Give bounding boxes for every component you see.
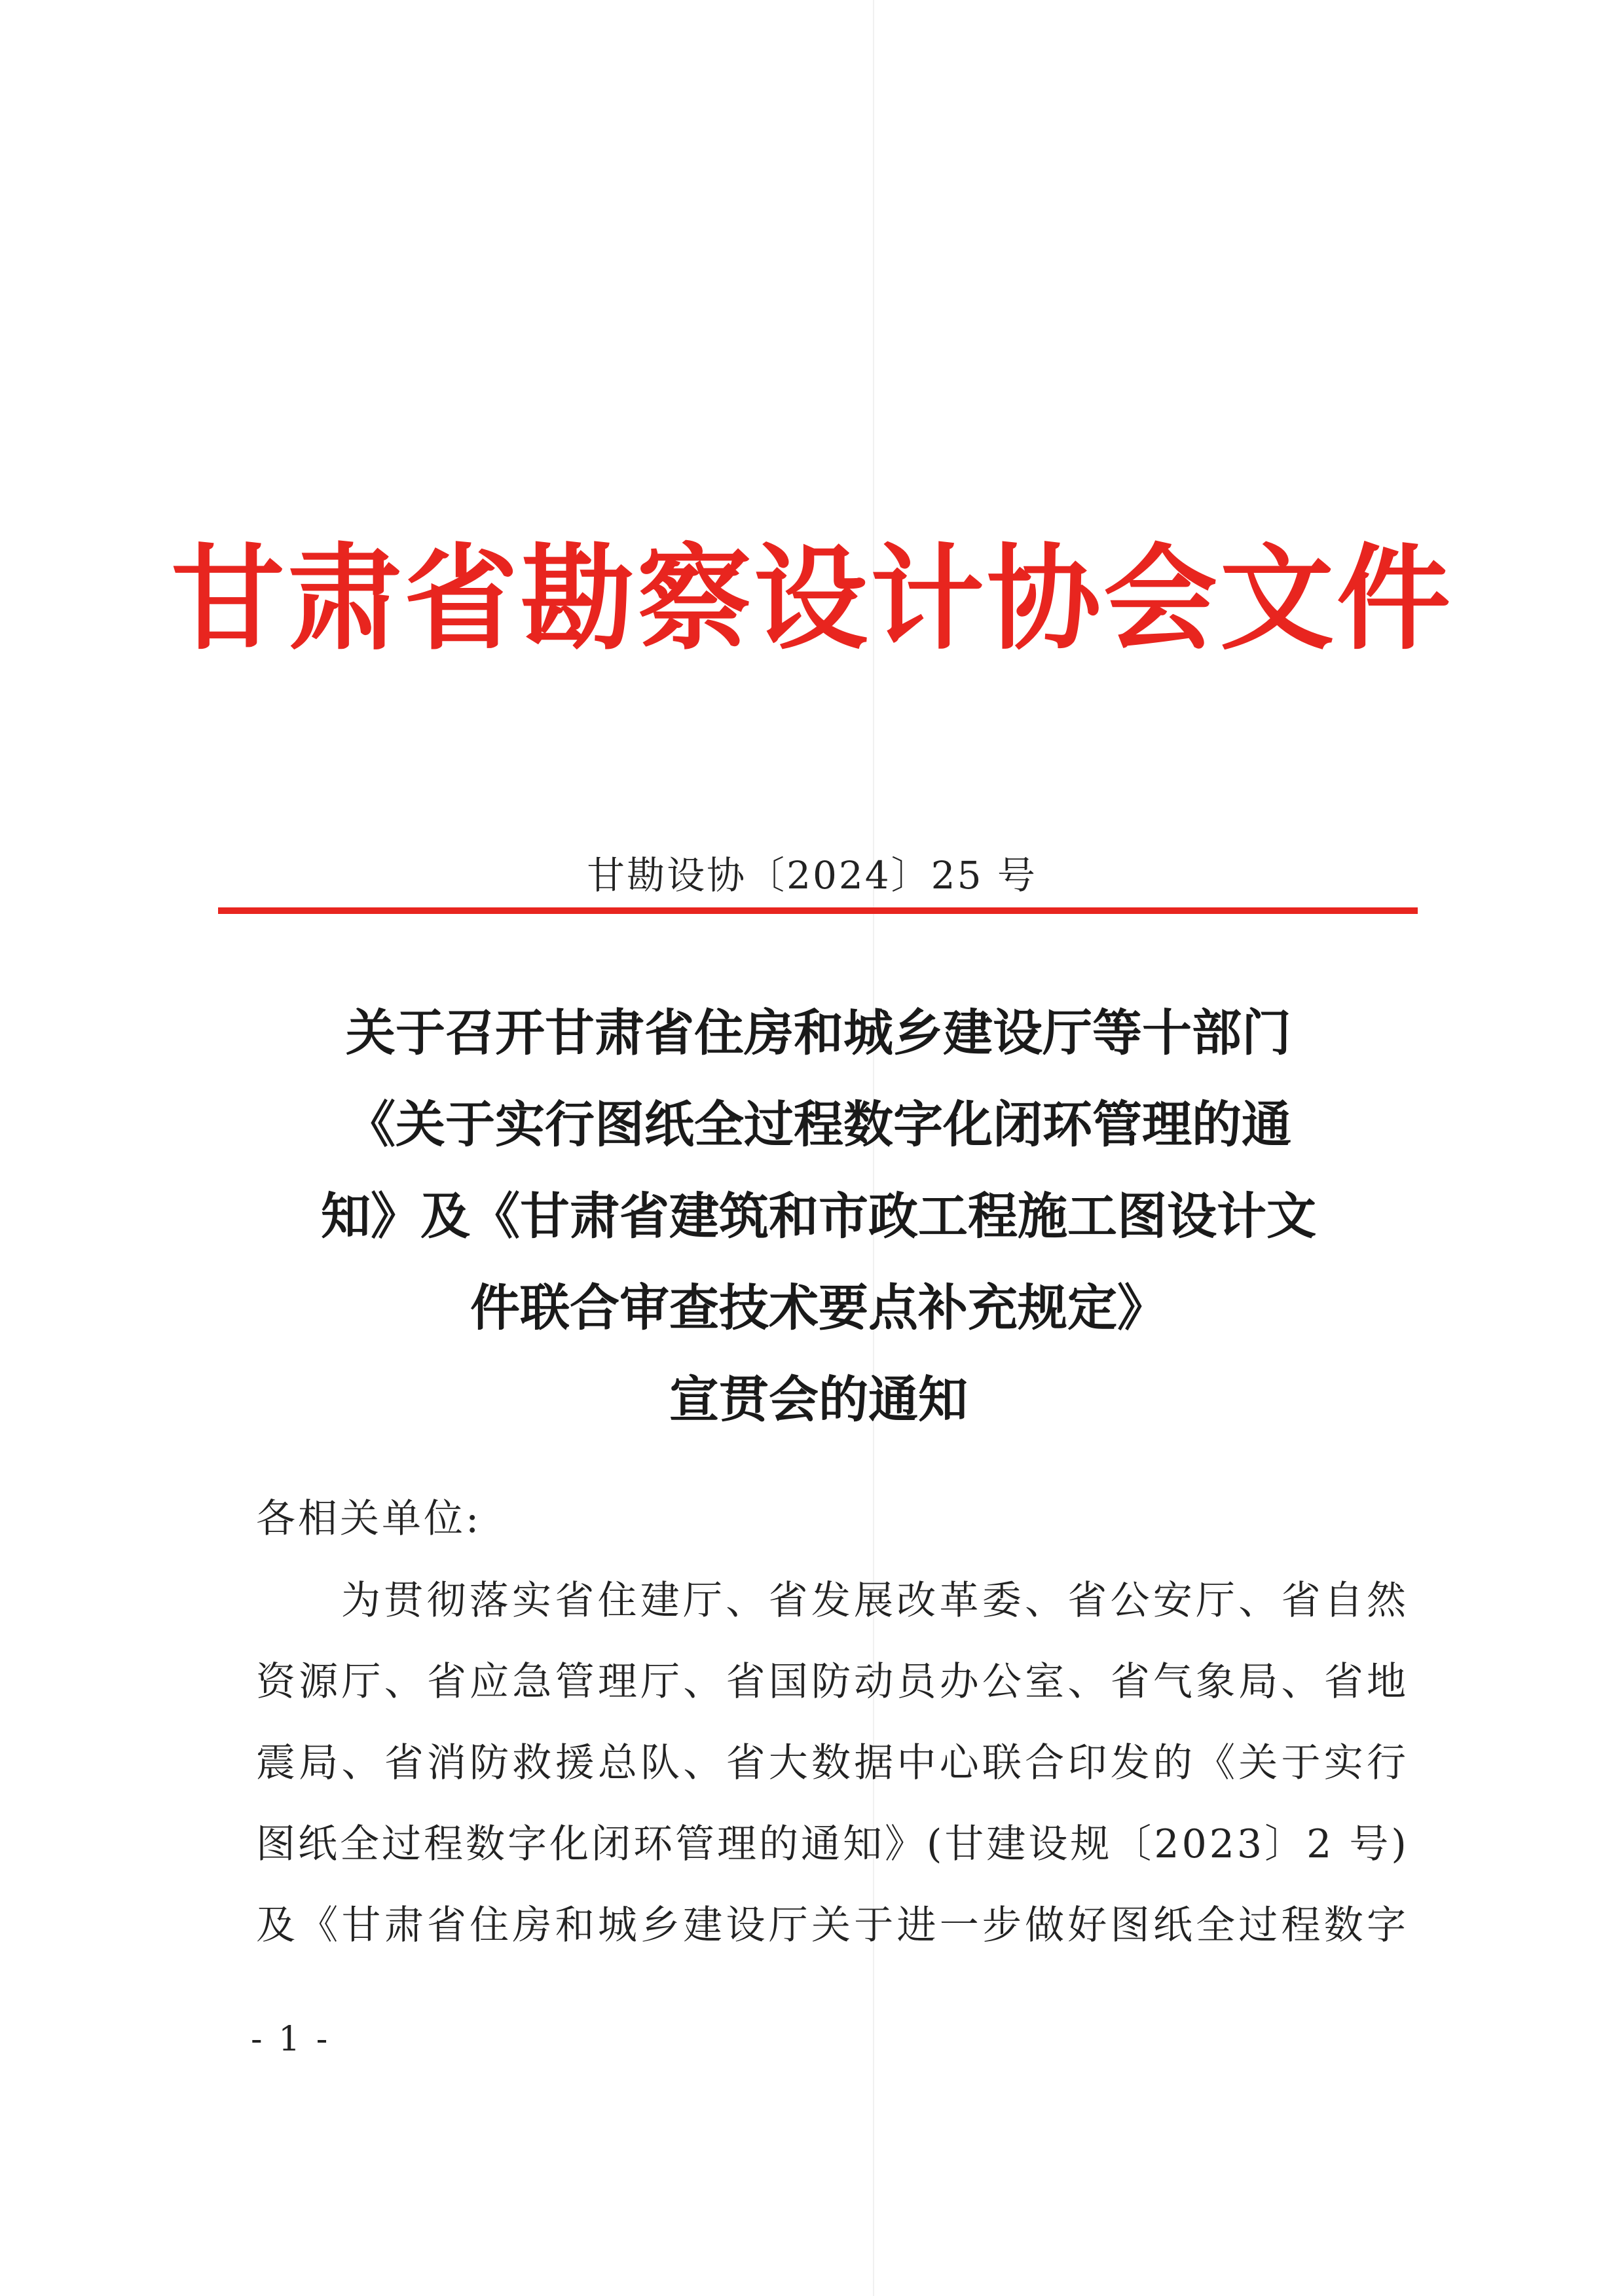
body-line-5: 及《甘肃省住房和城乡建设厅关于进一步做好图纸全过程数字 [256,1903,1409,1948]
title-line-5: 宣贯会的通知 [669,1370,968,1429]
title-line-2: 《关于实行图纸全过程数字化闭环管理的通 [346,1095,1291,1154]
document-number: 甘勘设协〔2024〕25 号 [587,853,1037,898]
salutation: 各相关单位: [256,1496,482,1542]
page-number: - 1 - [251,2020,331,2059]
title-line-4: 件联合审查技术要点补充规定》 [470,1279,1167,1337]
body-line-1: 为贯彻落实省住建厅、省发展改革委、省公安厅、省自然 [341,1578,1409,1624]
body-line-2: 资源厅、省应急管理厅、省国防动员办公室、省气象局、省地 [256,1659,1409,1705]
red-separator-rule [218,907,1418,914]
body-paragraph [256,1560,1409,1966]
notice-title [216,987,1421,1446]
document-masthead: 甘肃省勘察设计协会文件 [170,532,1453,666]
title-line-3: 知》及《甘肃省建筑和市政工程施工图设计文 [321,1187,1316,1245]
body-line-3: 震局、省消防救援总队、省大数据中心联合印发的《关于实行 [256,1740,1409,1786]
title-line-1: 关于召开甘肃省住房和城乡建设厅等十部门 [346,1004,1291,1062]
body-line-4: 图纸全过程数字化闭环管理的通知》(甘建设规〔2023〕2 号) [256,1821,1409,1867]
